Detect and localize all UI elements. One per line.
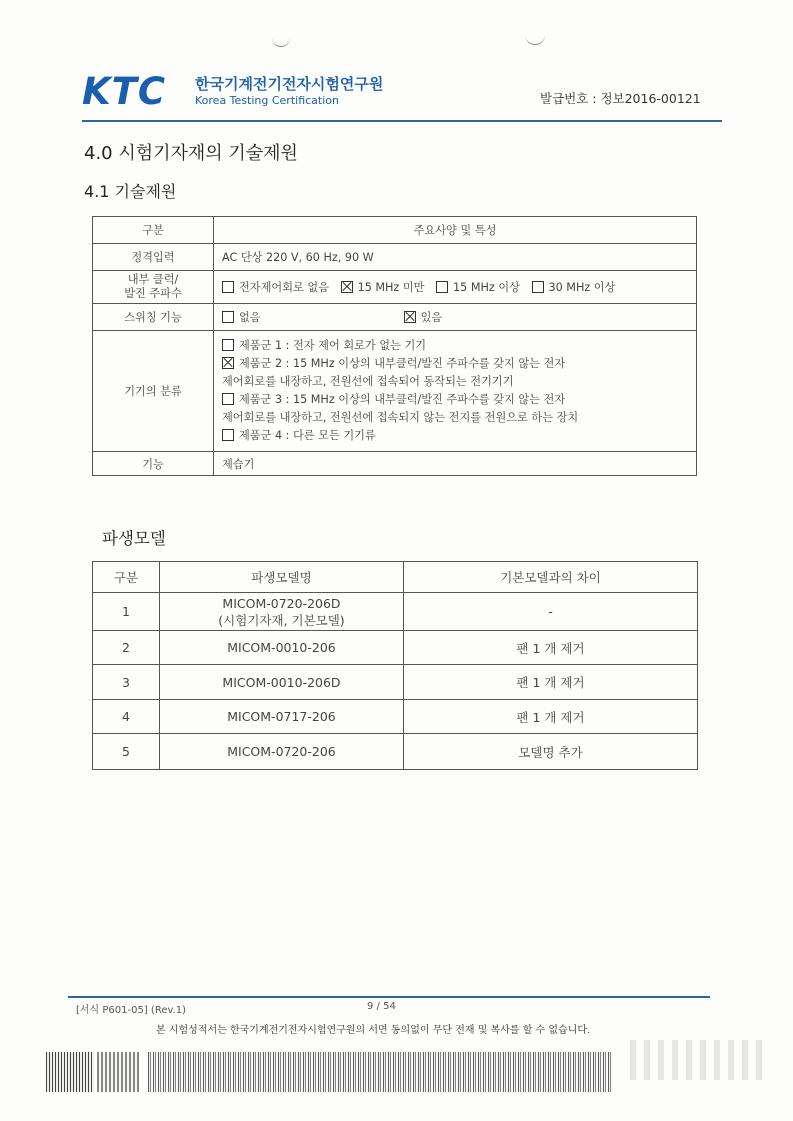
function-value: 제습기 bbox=[214, 452, 697, 476]
model-name: MICOM-0010-206 bbox=[160, 631, 404, 665]
subsection-title: 4.1 기술제원 bbox=[84, 182, 177, 201]
clock-option bbox=[532, 281, 616, 294]
option-label: 있음 bbox=[420, 311, 443, 324]
option-label: 15 MHz 미만 bbox=[357, 281, 425, 294]
table-row bbox=[93, 244, 697, 271]
clock-option bbox=[436, 281, 520, 294]
header-cell: 구분 bbox=[93, 217, 214, 244]
scan-mark bbox=[272, 36, 290, 47]
issue-number: 발급번호 : 정보2016-00121 bbox=[540, 91, 701, 106]
model-name: MICOM-0720-206 bbox=[160, 734, 404, 770]
clock-options bbox=[214, 271, 697, 304]
classification-list bbox=[214, 331, 697, 452]
table-header-row bbox=[93, 562, 698, 593]
option-label: 전자제어회로 없음 bbox=[239, 281, 330, 294]
clock-label-line: 내부 클럭/ bbox=[127, 273, 179, 286]
barcode-image bbox=[97, 1052, 139, 1092]
classification-text-cont: 제어회로를 내장하고, 전원선에 접속되지 않는 전지를 전원으로 하는 장치 bbox=[222, 411, 579, 424]
classification-item bbox=[222, 355, 688, 373]
switching-option bbox=[404, 311, 443, 324]
table-row bbox=[93, 331, 697, 452]
checkbox-empty[interactable] bbox=[222, 311, 234, 323]
model-name-note: (시험기자재, 기본모델) bbox=[218, 612, 345, 628]
header-cell: 파생모델명 bbox=[160, 562, 404, 593]
checkbox-empty[interactable] bbox=[532, 281, 544, 293]
header-cell: 구분 bbox=[93, 562, 160, 593]
classification-item bbox=[222, 427, 688, 445]
option-label: 30 MHz 이상 bbox=[548, 281, 616, 294]
header-cell: 기본모델과의 차이 bbox=[404, 562, 698, 593]
switching-option bbox=[222, 309, 392, 325]
rated-input-label: 정격입력 bbox=[93, 244, 214, 271]
security-barcode-image bbox=[148, 1052, 613, 1092]
model-name: MICOM-0010-206D bbox=[160, 665, 404, 700]
model-difference: 팬 1 개 제거 bbox=[404, 631, 698, 665]
clock-label bbox=[93, 271, 214, 304]
clock-option bbox=[341, 281, 425, 294]
ktc-logo-mark: KTC bbox=[82, 70, 167, 113]
checkbox-empty[interactable] bbox=[436, 281, 448, 293]
function-label: 기능 bbox=[93, 452, 214, 476]
model-name-text: MICOM-0720-206D bbox=[222, 595, 341, 611]
derived-models-table bbox=[92, 561, 698, 770]
header-cell: 주요사양 및 특성 bbox=[214, 217, 697, 244]
classification-text: 제품군 4 : 다른 모든 기기류 bbox=[239, 429, 376, 442]
section-title: 4.0 시험기자재의 기술제원 bbox=[84, 143, 298, 164]
table-row bbox=[93, 593, 698, 631]
checkbox-checked[interactable] bbox=[341, 281, 353, 293]
footer-divider bbox=[68, 996, 710, 998]
checkbox-empty[interactable] bbox=[222, 339, 234, 351]
row-number: 2 bbox=[93, 631, 160, 665]
model-difference: - bbox=[404, 593, 698, 631]
derived-models-title: 파생모델 bbox=[102, 529, 166, 548]
clock-label-line: 발진 주파수 bbox=[124, 287, 182, 300]
classification-label: 기기의 분류 bbox=[93, 331, 214, 452]
model-name bbox=[160, 593, 404, 631]
org-name-english: Korea Testing Certification bbox=[195, 94, 339, 107]
security-pattern-image bbox=[630, 1040, 770, 1080]
switching-label: 스위칭 기능 bbox=[93, 304, 214, 331]
copyright-notice: 본 시험성적서는 한국기계전기전자시험연구원의 서면 동의없이 무단 전재 및 복사를 할 수 없습니다. bbox=[156, 1025, 591, 1036]
table-row bbox=[93, 452, 697, 476]
row-number: 5 bbox=[93, 734, 160, 770]
classification-text: 제품군 1 : 전자 제어 회로가 없는 기기 bbox=[239, 339, 427, 352]
checkbox-checked[interactable] bbox=[222, 357, 234, 369]
row-number: 4 bbox=[93, 700, 160, 734]
clock-option bbox=[222, 281, 329, 294]
checkbox-empty[interactable] bbox=[222, 281, 234, 293]
header-divider bbox=[82, 120, 722, 122]
table-row bbox=[93, 734, 698, 770]
checkbox-empty[interactable] bbox=[222, 393, 234, 405]
switching-options bbox=[214, 304, 697, 331]
classification-item bbox=[222, 337, 688, 355]
scan-mark bbox=[525, 34, 545, 45]
model-difference: 팬 1 개 제거 bbox=[404, 665, 698, 700]
table-row bbox=[93, 631, 698, 665]
row-number: 3 bbox=[93, 665, 160, 700]
model-difference: 팬 1 개 제거 bbox=[404, 700, 698, 734]
classification-text: 제품군 2 : 15 MHz 이상의 내부클럭/발진 주파수를 갖지 않는 전자 bbox=[239, 357, 566, 370]
classification-item bbox=[222, 391, 688, 409]
spec-table bbox=[92, 216, 697, 476]
rated-input-value: AC 단상 220 V, 60 Hz, 90 W bbox=[214, 244, 697, 271]
model-name: MICOM-0717-206 bbox=[160, 700, 404, 734]
option-label: 없음 bbox=[239, 311, 261, 324]
model-difference: 모델명 추가 bbox=[404, 734, 698, 770]
checkbox-checked[interactable] bbox=[404, 311, 416, 323]
form-id: [서식 P601-05] (Rev.1) bbox=[76, 1005, 187, 1016]
checkbox-empty[interactable] bbox=[222, 429, 234, 441]
page-number: 9 / 54 bbox=[367, 1001, 396, 1012]
classification-text-cont: 제어회로를 내장하고, 전원선에 접속되어 동작되는 전기기기 bbox=[222, 375, 514, 388]
row-number: 1 bbox=[93, 593, 160, 631]
table-header-row bbox=[93, 217, 697, 244]
table-row bbox=[93, 271, 697, 304]
option-label: 15 MHz 이상 bbox=[453, 281, 520, 294]
org-name-korean: 한국기계전기전자시험연구원 bbox=[195, 75, 384, 93]
classification-text: 제품군 3 : 15 MHz 이상의 내부클럭/발진 주파수를 갖지 않는 전자 bbox=[239, 393, 566, 406]
ktc-logo bbox=[82, 68, 402, 120]
table-row bbox=[93, 304, 697, 331]
barcode-image bbox=[46, 1052, 94, 1092]
table-row bbox=[93, 665, 698, 700]
table-row bbox=[93, 700, 698, 734]
